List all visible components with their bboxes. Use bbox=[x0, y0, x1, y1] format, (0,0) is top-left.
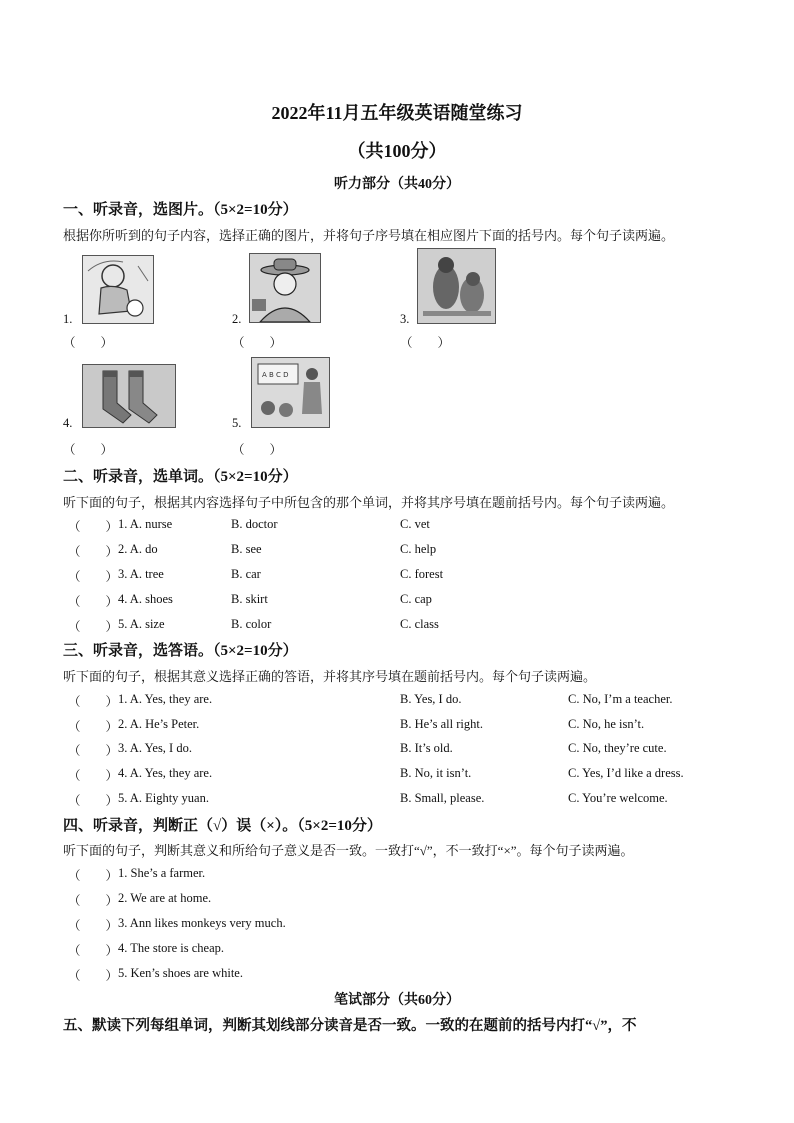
answer-blank[interactable]: （ ） bbox=[68, 570, 119, 584]
picture-2-number: 2. bbox=[232, 312, 242, 326]
parrots-icon bbox=[417, 248, 496, 324]
option-a: 4. A. Yes, they are. bbox=[118, 766, 213, 780]
section-1-instruction: 根据你所听到的句子内容，选择正确的图片，并将句子序号填在相应图片下面的括号内。每个句子读两遍。 bbox=[63, 228, 675, 243]
option-a: 3. A. Yes, I do. bbox=[118, 741, 192, 755]
answer-blank[interactable]: （ ） bbox=[68, 944, 119, 958]
option-c: C. You’re welcome. bbox=[568, 791, 668, 805]
option-a: 5. A. size bbox=[118, 617, 165, 631]
option-b: B. car bbox=[231, 567, 261, 581]
option-a: 1. A. nurse bbox=[118, 517, 173, 531]
option-b: B. He’s all right. bbox=[400, 717, 483, 731]
section-2-instruction: 听下面的句子，根据其内容选择句子中所包含的那个单词，并将其序号填在题前括号内。每个句子读两遍。 bbox=[63, 495, 675, 510]
picture-5-number: 5. bbox=[232, 416, 242, 430]
answer-blank[interactable]: （ ） bbox=[68, 720, 119, 734]
option-c: C. No, they’re cute. bbox=[568, 741, 667, 755]
statement: 3. Ann likes monkeys very much. bbox=[118, 916, 286, 930]
option-c: C. No, I’m a teacher. bbox=[568, 692, 673, 706]
option-b: B. see bbox=[231, 542, 262, 556]
option-a: 3. A. tree bbox=[118, 567, 164, 581]
section-3-heading: 三、听录音，选答语。（5×2=10分） bbox=[63, 643, 298, 659]
written-header: 笔试部分（共60分） bbox=[334, 993, 460, 1008]
svg-text:A B C D: A B C D bbox=[262, 371, 289, 379]
section-5-heading: 五、默读下列每组单词，判断其划线部分读音是否一致。一致的在题前的括号内打“√”，不 bbox=[63, 1018, 637, 1034]
answer-blank[interactable]: （ ） bbox=[68, 620, 119, 634]
answer-blank[interactable]: （ ） bbox=[68, 744, 119, 758]
answer-blank[interactable]: （ ） bbox=[68, 595, 119, 609]
picture-3-answer[interactable]: （ ） bbox=[400, 336, 451, 350]
option-b: B. No, it isn’t. bbox=[400, 766, 472, 780]
option-a: 2. A. do bbox=[118, 542, 158, 556]
picture-5-answer[interactable]: （ ） bbox=[232, 443, 283, 457]
option-b: B. Small, please. bbox=[400, 791, 485, 805]
option-c: C. class bbox=[400, 617, 439, 631]
statement: 1. She’s a farmer. bbox=[118, 866, 206, 880]
answer-blank[interactable]: （ ） bbox=[68, 794, 119, 808]
option-c: C. help bbox=[400, 542, 437, 556]
teacher-class-icon bbox=[251, 357, 330, 428]
picture-3-number: 3. bbox=[400, 312, 410, 326]
option-b: B. It’s old. bbox=[400, 741, 453, 755]
boy-football-icon bbox=[82, 255, 154, 324]
section-1-heading: 一、听录音，选图片。（5×2=10分） bbox=[63, 202, 298, 218]
option-a: 4. A. shoes bbox=[118, 592, 173, 606]
section-3-instruction: 听下面的句子，根据其意义选择正确的答语，并将其序号填在题前括号内。每个句子读两遍。 bbox=[63, 669, 597, 684]
picture-4-number: 4. bbox=[63, 416, 73, 430]
statement: 2. We are at home. bbox=[118, 891, 212, 905]
answer-blank[interactable]: （ ） bbox=[68, 545, 119, 559]
section-4-instruction: 听下面的句子，判断其意义和所给句子意义是否一致。一致打“√”，不一致打“×”。每个句子读两遍。 bbox=[63, 843, 634, 858]
option-a: 1. A. Yes, they are. bbox=[118, 692, 213, 706]
socks-icon bbox=[82, 364, 176, 428]
answer-blank[interactable]: （ ） bbox=[68, 869, 119, 883]
option-a: 5. A. Eighty yuan. bbox=[118, 791, 209, 805]
option-b: B. Yes, I do. bbox=[400, 692, 462, 706]
picture-4-answer[interactable]: （ ） bbox=[63, 443, 114, 457]
option-b: B. color bbox=[231, 617, 272, 631]
option-b: B. doctor bbox=[231, 517, 278, 531]
answer-blank[interactable]: （ ） bbox=[68, 919, 119, 933]
option-a: 2. A. He’s Peter. bbox=[118, 717, 200, 731]
answer-blank[interactable]: （ ） bbox=[68, 894, 119, 908]
picture-1-number: 1. bbox=[63, 312, 73, 326]
farmer-hat-icon bbox=[249, 253, 321, 323]
picture-1-answer[interactable]: （ ） bbox=[63, 336, 114, 350]
statement: 5. Ken’s shoes are white. bbox=[118, 966, 243, 980]
page-title: 2022年11月五年级英语随堂练习 bbox=[271, 103, 523, 123]
answer-blank[interactable]: （ ） bbox=[68, 520, 119, 534]
section-4-heading: 四、听录音，判断正（√）误（×）。（5×2=10分） bbox=[63, 818, 382, 834]
listening-header: 听力部分（共40分） bbox=[334, 177, 460, 192]
answer-blank[interactable]: （ ） bbox=[68, 969, 119, 983]
answer-blank[interactable]: （ ） bbox=[68, 769, 119, 783]
answer-blank[interactable]: （ ） bbox=[68, 695, 119, 709]
option-c: C. cap bbox=[400, 592, 432, 606]
option-c: C. vet bbox=[400, 517, 430, 531]
option-c: C. No, he isn’t. bbox=[568, 717, 645, 731]
picture-2-answer[interactable]: （ ） bbox=[232, 336, 283, 350]
option-c: C. Yes, I’d like a dress. bbox=[568, 766, 684, 780]
section-2-heading: 二、听录音，选单词。（5×2=10分） bbox=[63, 469, 298, 485]
page-subtitle: （共100分） bbox=[347, 141, 447, 161]
option-c: C. forest bbox=[400, 567, 444, 581]
statement: 4. The store is cheap. bbox=[118, 941, 224, 955]
option-b: B. skirt bbox=[231, 592, 268, 606]
